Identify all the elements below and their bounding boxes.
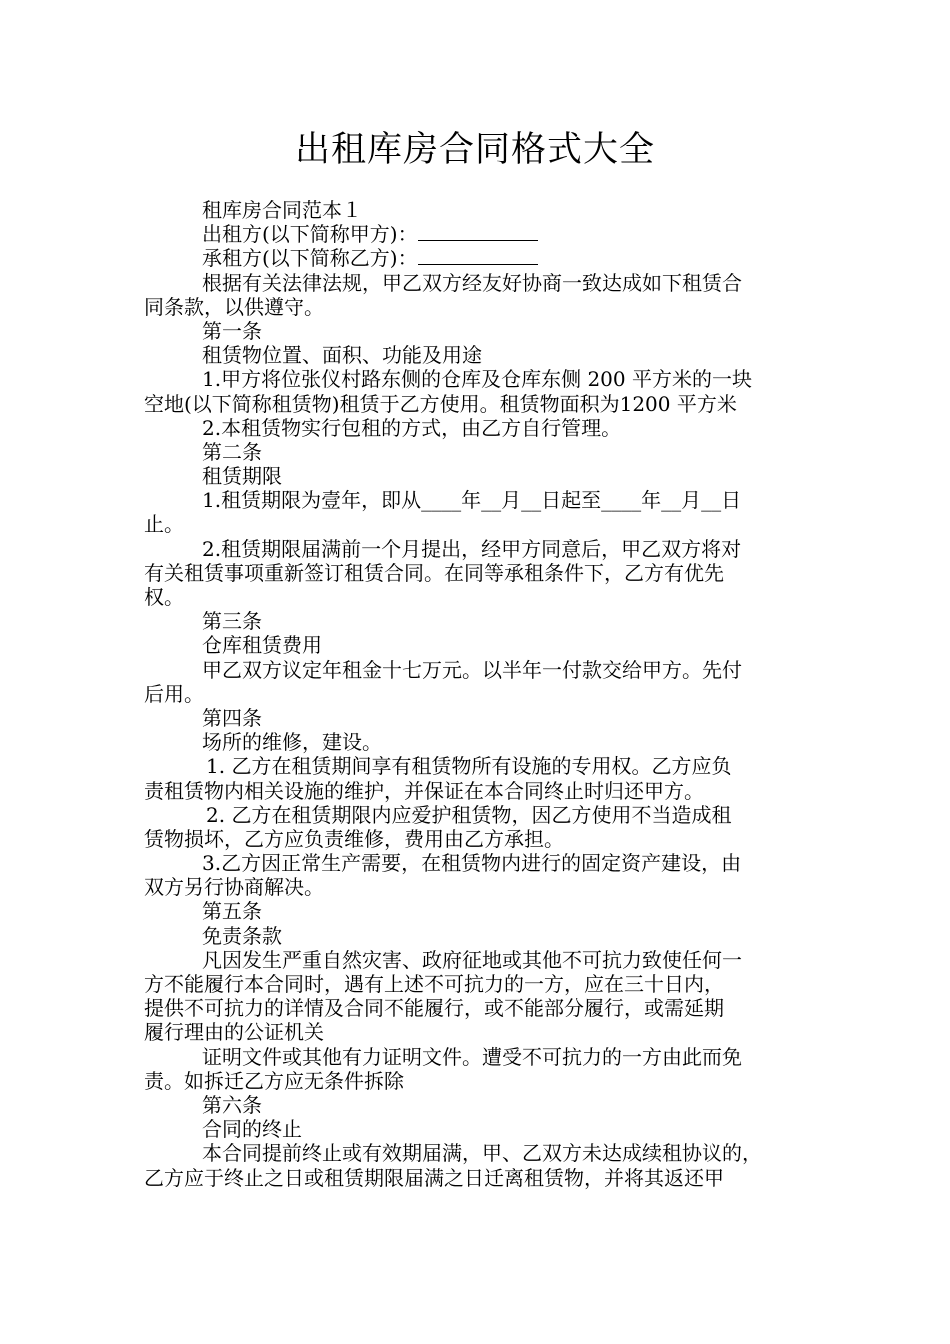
text-line bbox=[144, 682, 824, 706]
text-line bbox=[144, 779, 824, 803]
text-line-content: 空地(以下简称租赁物)租赁于乙方使用。租赁物面积为1200 平方米 bbox=[144, 391, 737, 416]
text-line bbox=[144, 972, 824, 996]
text-line-content: 3.乙方因正常生产需要，在租赁物内进行的固定资产建设，由 bbox=[202, 851, 742, 876]
text-line bbox=[144, 1020, 824, 1044]
text-line-content: 租赁期限 bbox=[202, 464, 282, 489]
text-line bbox=[144, 295, 824, 319]
text-line bbox=[144, 1117, 824, 1141]
text-line bbox=[144, 464, 824, 488]
text-line bbox=[144, 754, 824, 778]
text-line bbox=[144, 948, 824, 972]
text-line-content: 责。如拆迁乙方应无条件拆除 bbox=[144, 1068, 404, 1093]
text-line-content: 同条款，以供遵守。 bbox=[144, 294, 324, 319]
text-line bbox=[144, 827, 824, 851]
text-line bbox=[144, 440, 824, 464]
text-line-content: 止。 bbox=[144, 512, 184, 537]
text-line-content: 后用。 bbox=[144, 681, 204, 706]
text-line-content: 2. 乙方在租赁期限内应爱护租赁物，因乙方使用不当造成租 bbox=[206, 802, 732, 827]
text-line bbox=[144, 488, 824, 512]
text-line bbox=[144, 198, 824, 222]
text-line bbox=[144, 1069, 824, 1093]
text-line-content: 承租方(以下简称乙方)： bbox=[202, 246, 418, 271]
text-line-content: 第一条 bbox=[202, 318, 262, 343]
text-line-content: 第二条 bbox=[202, 439, 262, 464]
text-line bbox=[144, 730, 824, 754]
text-line bbox=[144, 658, 824, 682]
text-line bbox=[144, 392, 824, 416]
text-line-content: 有关租赁事项重新签订租赁合同。在同等承租条件下，乙方有优先 bbox=[144, 560, 724, 585]
text-line bbox=[144, 609, 824, 633]
text-line bbox=[144, 585, 824, 609]
text-line-content: 租赁物位置、面积、功能及用途 bbox=[202, 343, 482, 368]
text-line bbox=[144, 706, 824, 730]
text-line-content: 凡因发生严重自然灾害、政府征地或其他不可抗力致使任何一 bbox=[202, 947, 742, 972]
text-line-content: 仓库租赁费用 bbox=[202, 633, 322, 658]
text-line bbox=[144, 1093, 824, 1117]
text-line-content: 2.本租赁物实行包租的方式，由乙方自行管理。 bbox=[202, 415, 622, 440]
text-line bbox=[144, 1141, 824, 1165]
text-line-content: 第四条 bbox=[202, 705, 262, 730]
text-line-content: 免责条款 bbox=[202, 923, 282, 948]
text-line bbox=[144, 851, 824, 875]
text-line-content: 方不能履行本合同时，遇有上述不可抗力的一方，应在三十日内， bbox=[144, 972, 724, 996]
text-line-content: 乙方应于终止之日或租赁期限届满之日迁离租赁物，并将其返还甲 bbox=[144, 1165, 724, 1190]
text-line bbox=[144, 899, 824, 923]
text-line-content: 第三条 bbox=[202, 609, 262, 634]
text-line bbox=[144, 561, 824, 585]
text-line bbox=[144, 996, 824, 1020]
text-line-content: 1.甲方将位张仪村路东侧的仓库及仓库东侧 200 平方米的一块 bbox=[202, 367, 752, 392]
text-line-content: 甲乙双方议定年租金十七万元。以半年一付款交给甲方。先付 bbox=[202, 657, 742, 682]
text-line-content: 合同的终止 bbox=[202, 1117, 302, 1142]
text-line-content: 2.租赁期限届满前一个月提出，经甲方同意后，甲乙双方将对 bbox=[202, 536, 742, 561]
text-line bbox=[144, 416, 824, 440]
text-line-content: 履行理由的公证机关 bbox=[144, 1020, 324, 1045]
text-line bbox=[144, 222, 824, 246]
text-line-content: 出租方(以下简称甲方)： bbox=[202, 222, 418, 247]
document-title: 出租库房合同格式大全 bbox=[294, 130, 655, 170]
text-line-content: 责租赁物内相关设施的维护，并保证在本合同终止时归还甲方。 bbox=[144, 778, 704, 803]
text-line bbox=[144, 924, 824, 948]
text-line bbox=[144, 319, 824, 343]
text-line-content: 场所的维修，建设。 bbox=[202, 730, 382, 755]
fill-in-blank bbox=[418, 246, 538, 265]
text-line bbox=[144, 343, 824, 367]
text-line-content: 1.租赁期限为壹年，即从____年__月__日起至____年__月__日 bbox=[202, 488, 742, 513]
text-line bbox=[144, 367, 824, 391]
text-line-content: 第六条 bbox=[202, 1092, 262, 1117]
text-line-content: 本合同提前终止或有效期届满，甲、乙双方未达成续租协议的， bbox=[202, 1141, 762, 1166]
contract-body bbox=[144, 198, 824, 1190]
text-line-content: 提供不可抗力的详情及合同不能履行，或不能部分履行，或需延期 bbox=[144, 996, 724, 1021]
text-line bbox=[144, 803, 824, 827]
text-line-content: 证明文件或其他有力证明文件。遭受不可抗力的一方由此而免 bbox=[202, 1044, 742, 1069]
text-line bbox=[144, 537, 824, 561]
text-line-content: 租库房合同范本１ bbox=[202, 198, 362, 222]
text-line bbox=[144, 1045, 824, 1069]
text-line bbox=[144, 271, 824, 295]
text-line bbox=[144, 633, 824, 657]
text-line-content: 第五条 bbox=[202, 899, 262, 924]
text-line-content: 根据有关法律法规，甲乙双方经友好协商一致达成如下租赁合 bbox=[202, 270, 742, 295]
text-line bbox=[144, 512, 824, 536]
text-line bbox=[144, 875, 824, 899]
text-line-content: 赁物损坏，乙方应负责维修，费用由乙方承担。 bbox=[144, 826, 564, 851]
text-line-content: 1. 乙方在租赁期间享有租赁物所有设施的专用权。乙方应负 bbox=[206, 754, 732, 779]
fill-in-blank bbox=[418, 222, 538, 241]
text-line bbox=[144, 1166, 824, 1190]
text-line-content: 权。 bbox=[144, 585, 184, 609]
text-line-content: 双方另行协商解决。 bbox=[144, 875, 324, 900]
text-line bbox=[144, 246, 824, 270]
